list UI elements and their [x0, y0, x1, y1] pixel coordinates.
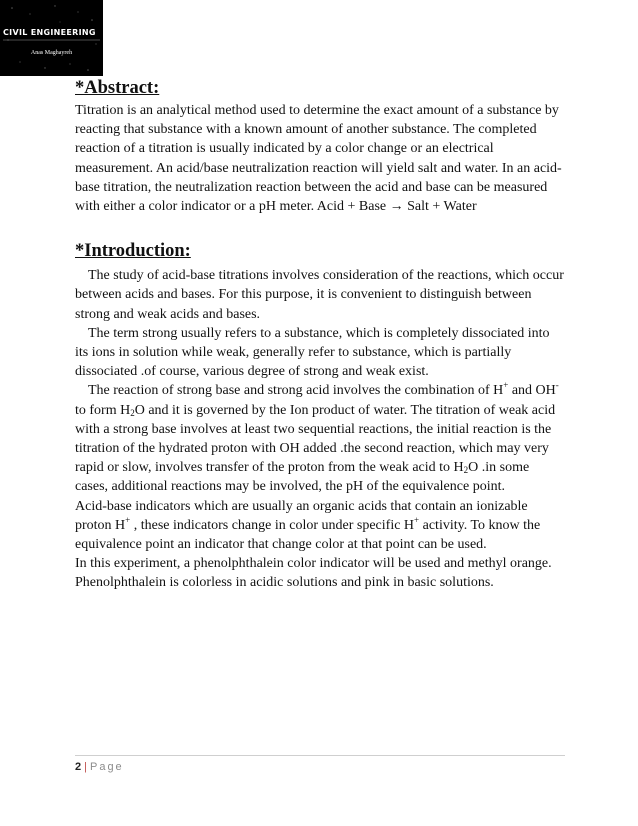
intro-paragraph: The term strong usually refers to a substance, which is completely dissociated into its ions in solution while weak, generally refer to substance, which is partially dissociated .of course, various degree of strong and weak exist.: [75, 325, 550, 380]
subscript: 2: [463, 465, 469, 476]
intro-paragraph: The study of acid-base titrations involves consideration of the reactions, which occur between acids and bases. For this purpose, it is convenient to distinguish between strong and weak acids and bases.: [75, 268, 564, 322]
text-run: activity. To know the equivalence point an indicator that change color at that point can be used.: [75, 517, 541, 553]
header-logo: [0, 0, 103, 76]
logo-title: CIVIL ENGINEERING: [3, 28, 96, 37]
superscript: +: [503, 380, 509, 391]
intro-paragraph: [75, 497, 565, 555]
page-number: 2: [75, 761, 82, 773]
text-run: O and it is governed by the Ion product of water. The titration of weak acid with a strong base involves at least two sequential reactions, the initial reaction is the titration of the hydrated proton with OH added .the second reaction, which may very rapid or slow, involves transfer of the proton from the weak acid to H: [75, 402, 556, 476]
text-run: Acid-base indicators which are usually an organic acids that contain an ionizable proton H: [75, 498, 528, 533]
superscript: +: [125, 514, 131, 525]
superscript: +: [414, 514, 420, 525]
superscript: -: [555, 380, 559, 391]
abstract-heading: *Abstract:: [75, 78, 160, 98]
logo-subtitle: Anas Maghayreh: [30, 50, 73, 56]
abstract-body: Titration is an analytical method used to determine the exact amount of a substance by reacting that substance with a known amount of another substance. The completed reaction of a titration is usually indicated by a color change or an electrical measurement. An acid/base neutralization reaction will yield salt and water. In an acid-base titration, the neutralization reaction between the acid and base can be measured with either a color indicator or a pH meter. Acid + Base → Salt + Water: [75, 103, 562, 215]
text-run: and OH: [508, 383, 556, 399]
introduction-heading: *Introduction:: [75, 241, 191, 262]
footer-separator: |: [84, 761, 87, 773]
text-run: , these indicators change in color under specific H: [130, 517, 415, 533]
page-label: Page: [89, 761, 124, 773]
page-content: [75, 76, 565, 593]
intro-paragraph: [75, 381, 565, 496]
subscript: 2: [130, 407, 135, 418]
intro-paragraph: In this experiment, a phenolphthalein color indicator will be used and methyl orange. Phenolphthalein is colorless in acidic solutions and pink in basic solutions.: [75, 556, 552, 591]
text-run: O .in some cases, additional reactions may be involved, the pH of the equivalence point.: [75, 460, 530, 495]
text-run: to form H: [75, 402, 131, 418]
text-run: The reaction of strong base and strong acid involves the combination of H: [88, 383, 504, 399]
logo-texture-icon: [0, 0, 103, 76]
page-footer: [75, 755, 565, 773]
introduction-body: [75, 266, 565, 592]
